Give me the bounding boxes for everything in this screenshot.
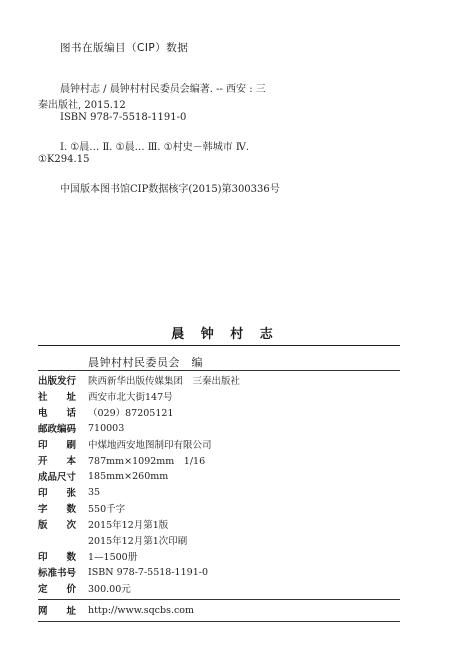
title-rule	[38, 345, 400, 346]
detail-value: 185mm×260mm	[88, 470, 169, 482]
detail-value: 中煤地西安地图制印有限公司	[88, 440, 212, 451]
detail-value: 2015年12月第1次印刷	[88, 536, 188, 547]
detail-value: ISBN 978-7-5518-1191-0	[88, 566, 208, 578]
detail-row	[38, 501, 125, 515]
detail-label: 字 数	[38, 504, 77, 515]
detail-row	[38, 581, 131, 595]
detail-label: 标准书号	[38, 568, 77, 579]
editor-rule	[38, 370, 400, 371]
detail-value: 陕西新华出版传媒集团 三秦出版社	[88, 376, 241, 387]
detail-row	[38, 373, 240, 387]
detail-row	[38, 437, 212, 451]
detail-label: 开 本	[38, 456, 77, 467]
detail-label: 定 价	[38, 584, 77, 595]
detail-row	[38, 485, 100, 499]
editor-credit: 晨钟村村民委员会 编	[88, 356, 203, 369]
detail-label: 成品尺寸	[38, 472, 77, 483]
detail-row	[38, 517, 168, 531]
detail-row	[38, 549, 137, 563]
detail-label: 社 址	[38, 392, 77, 403]
details-rule	[38, 599, 400, 600]
detail-row	[38, 389, 173, 403]
detail-label: 邮政编码	[38, 424, 77, 435]
detail-row	[38, 565, 208, 579]
detail-row	[38, 405, 174, 419]
cip-catalog-number: 中国版本图书馆CIP数据核字(2015)第300336号	[60, 184, 280, 195]
detail-row	[88, 533, 187, 547]
website-label: 网 址	[38, 606, 77, 617]
detail-value: 西安市北大街147号	[88, 392, 173, 403]
website-row	[38, 603, 194, 617]
book-title: 晨 钟 村 志	[171, 327, 279, 342]
detail-value: 35	[88, 486, 101, 498]
detail-row	[38, 453, 205, 467]
cip-record-line-1: 晨钟村志 / 晨钟村村民委员会编著. -- 西安 : 三	[60, 84, 266, 95]
detail-value: 550千字	[88, 504, 126, 515]
cip-heading: 图书在版编目（CIP）数据	[60, 42, 189, 54]
detail-label: 电 话	[38, 408, 77, 419]
detail-label: 印 张	[38, 488, 77, 499]
cip-isbn-line: ISBN 978-7-5518-1191-0	[60, 112, 187, 123]
detail-label: 印 数	[38, 552, 77, 563]
detail-row	[38, 421, 124, 435]
detail-label: 出版发行	[38, 376, 77, 387]
bottom-rule	[38, 621, 400, 622]
cip-subject-line-1: Ⅰ. ①晨… Ⅱ. ①晨… Ⅲ. ①村史－韩城市 Ⅳ.	[60, 142, 250, 153]
detail-value: 300.00元	[88, 584, 131, 595]
detail-value: 710003	[88, 422, 125, 434]
cip-record-line-2: 秦出版社, 2015.12	[38, 100, 126, 111]
cip-subject-line-2: ①K294.15	[38, 154, 90, 165]
detail-row	[38, 469, 168, 483]
detail-value: 2015年12月第1版	[88, 520, 169, 531]
detail-value: 787mm×1092mm 1/16	[88, 456, 206, 467]
detail-value: （029）87205121	[88, 408, 174, 419]
detail-label: 版 次	[38, 520, 77, 531]
detail-label: 印 刷	[38, 440, 77, 451]
website-url: http://www.sqcbs.com	[88, 604, 195, 616]
detail-value: 1—1500册	[88, 552, 138, 563]
